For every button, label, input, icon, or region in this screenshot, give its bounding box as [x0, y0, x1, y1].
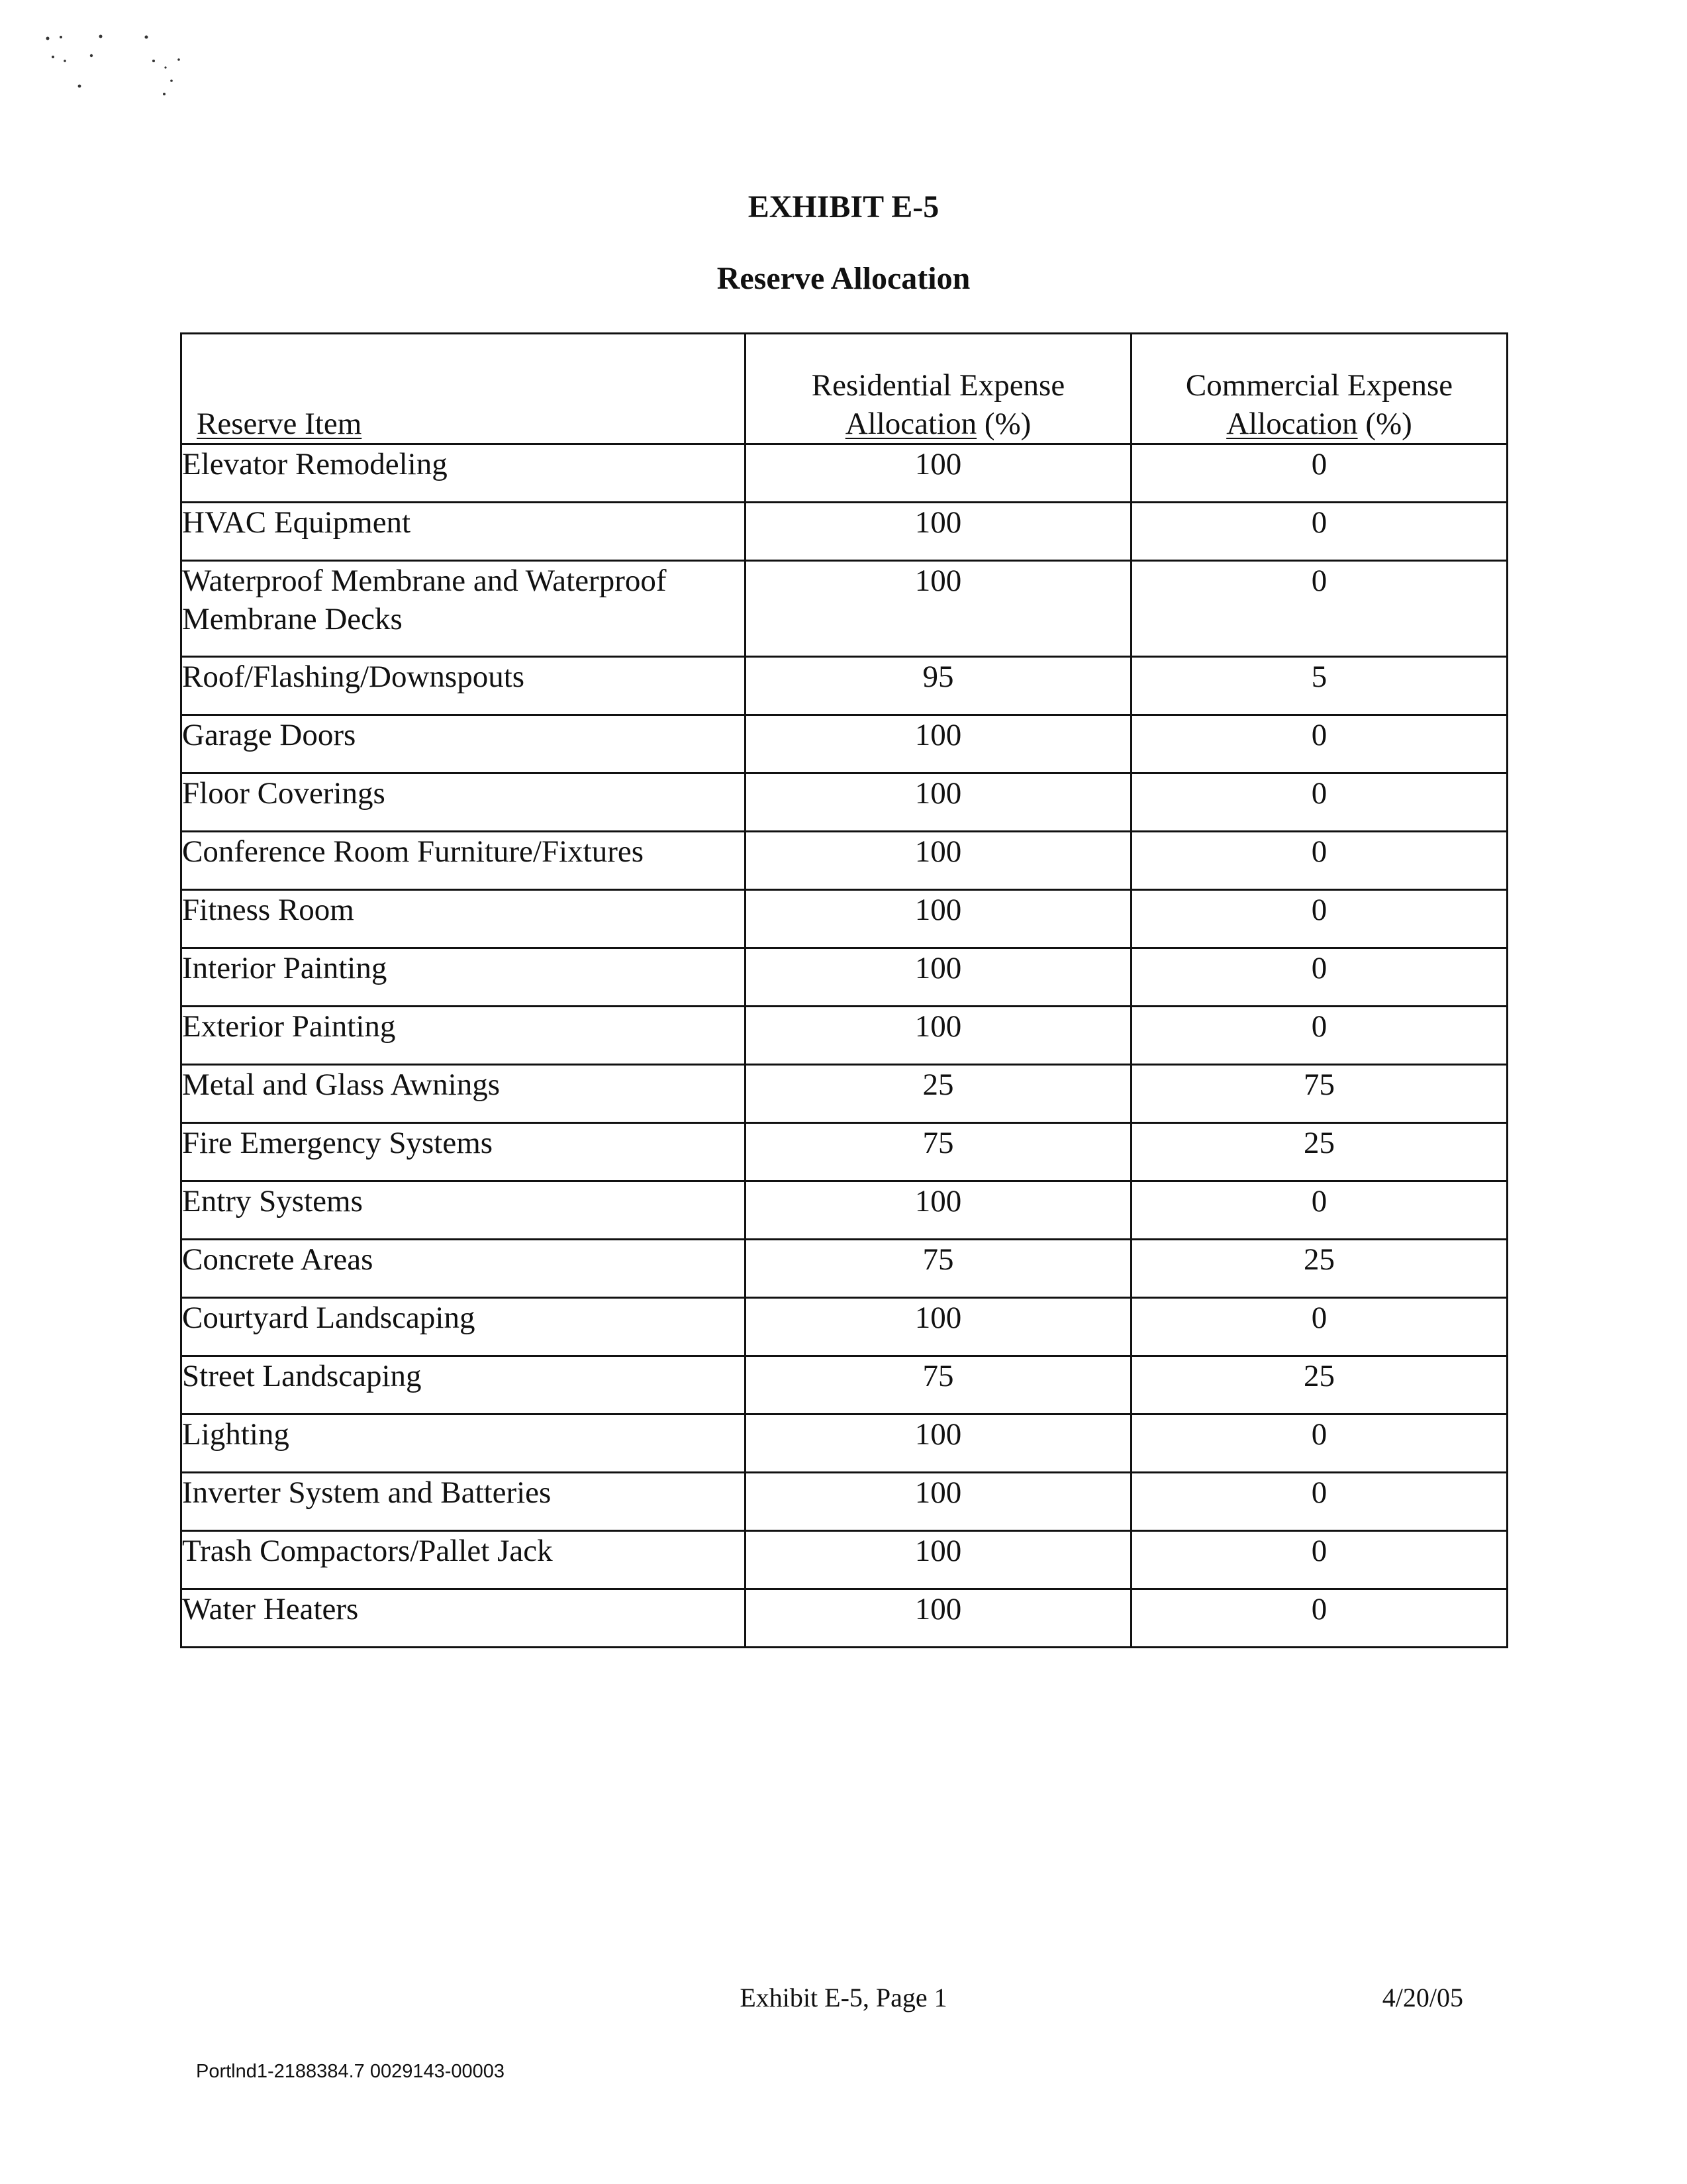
reserve-item-cell: Waterproof Membrane and Waterproof Membrane Decks — [181, 561, 746, 657]
residential-pct-cell: 100 — [746, 444, 1132, 503]
residential-pct-cell: 75 — [746, 1356, 1132, 1415]
reserve-item-cell: Lighting — [181, 1415, 746, 1473]
table-row — [181, 1356, 1508, 1415]
commercial-pct-cell: 0 — [1132, 1181, 1508, 1240]
reserve-item-cell: Floor Coverings — [181, 773, 746, 832]
reserve-item-cell: Street Landscaping — [181, 1356, 746, 1415]
commercial-pct-cell: 0 — [1132, 832, 1508, 890]
residential-pct-cell: 100 — [746, 561, 1132, 657]
reserve-item-cell: Metal and Glass Awnings — [181, 1065, 746, 1123]
reserve-item-cell: Conference Room Furniture/Fixtures — [181, 832, 746, 890]
table-row — [181, 1473, 1508, 1531]
commercial-pct-cell: 25 — [1132, 1356, 1508, 1415]
residential-pct-cell: 100 — [746, 890, 1132, 948]
header-commercial-line2: Allocation — [1226, 407, 1358, 441]
reserve-item-cell: Trash Compactors/Pallet Jack — [181, 1531, 746, 1589]
residential-pct-cell: 75 — [746, 1123, 1132, 1181]
commercial-pct-cell: 75 — [1132, 1065, 1508, 1123]
reserve-item-cell: Fitness Room — [181, 890, 746, 948]
reserve-item-cell: Inverter System and Batteries — [181, 1473, 746, 1531]
commercial-pct-cell: 0 — [1132, 715, 1508, 773]
residential-pct-cell: 100 — [746, 1473, 1132, 1531]
header-residential-line2: Allocation — [845, 407, 977, 441]
table-row — [181, 657, 1508, 715]
residential-pct-cell: 100 — [746, 503, 1132, 561]
residential-pct-cell: 100 — [746, 948, 1132, 1007]
table-row — [181, 1298, 1508, 1356]
residential-pct-cell: 100 — [746, 1531, 1132, 1589]
table-row — [181, 561, 1508, 657]
residential-pct-cell: 100 — [746, 1007, 1132, 1065]
table-row — [181, 1007, 1508, 1065]
table-row — [181, 715, 1508, 773]
reserve-item-cell: Water Heaters — [181, 1589, 746, 1648]
commercial-pct-cell: 5 — [1132, 657, 1508, 715]
header-reserve-item — [181, 334, 746, 444]
commercial-pct-cell: 25 — [1132, 1123, 1508, 1181]
header-commercial-unit: (%) — [1365, 407, 1412, 441]
table-row — [181, 1589, 1508, 1648]
header-commercial-line1: Commercial Expense — [1185, 368, 1453, 403]
header-residential — [746, 334, 1132, 444]
table-title: Reserve Allocation — [716, 261, 971, 296]
residential-pct-cell: 100 — [746, 1298, 1132, 1356]
residential-pct-cell: 100 — [746, 1181, 1132, 1240]
commercial-pct-cell: 0 — [1132, 1473, 1508, 1531]
table-row — [181, 1065, 1508, 1123]
table-header-row — [181, 334, 1508, 444]
residential-pct-cell: 75 — [746, 1240, 1132, 1298]
table-row — [181, 773, 1508, 832]
commercial-pct-cell: 0 — [1132, 1589, 1508, 1648]
reserve-item-cell: Fire Emergency Systems — [181, 1123, 746, 1181]
footer-date: 4/20/05 — [1382, 1983, 1463, 2012]
table-row — [181, 948, 1508, 1007]
residential-pct-cell: 25 — [746, 1065, 1132, 1123]
header-commercial — [1132, 334, 1508, 444]
reserve-item-cell: Courtyard Landscaping — [181, 1298, 746, 1356]
residential-pct-cell: 95 — [746, 657, 1132, 715]
table-row — [181, 1240, 1508, 1298]
reserve-item-cell: Exterior Painting — [181, 1007, 746, 1065]
scan-specks — [40, 26, 212, 113]
table-row — [181, 1531, 1508, 1589]
header-residential-unit: (%) — [984, 407, 1032, 441]
reserve-item-cell: Garage Doors — [181, 715, 746, 773]
table-row — [181, 1123, 1508, 1181]
reserve-item-cell: Concrete Areas — [181, 1240, 746, 1298]
footer-page-label: Exhibit E-5, Page 1 — [740, 1983, 947, 2012]
table-row — [181, 444, 1508, 503]
reserve-item-cell: HVAC Equipment — [181, 503, 746, 561]
table-row — [181, 890, 1508, 948]
table-row — [181, 1415, 1508, 1473]
commercial-pct-cell: 0 — [1132, 1298, 1508, 1356]
exhibit-title: EXHIBIT E-5 — [747, 189, 940, 224]
reserve-item-cell: Entry Systems — [181, 1181, 746, 1240]
commercial-pct-cell: 0 — [1132, 561, 1508, 657]
residential-pct-cell: 100 — [746, 1415, 1132, 1473]
residential-pct-cell: 100 — [746, 715, 1132, 773]
header-residential-line1: Residential Expense — [811, 368, 1065, 403]
reserve-item-cell: Elevator Remodeling — [181, 444, 746, 503]
commercial-pct-cell: 25 — [1132, 1240, 1508, 1298]
commercial-pct-cell: 0 — [1132, 890, 1508, 948]
commercial-pct-cell: 0 — [1132, 1007, 1508, 1065]
commercial-pct-cell: 0 — [1132, 773, 1508, 832]
commercial-pct-cell: 0 — [1132, 948, 1508, 1007]
commercial-pct-cell: 0 — [1132, 1531, 1508, 1589]
residential-pct-cell: 100 — [746, 1589, 1132, 1648]
table-row — [181, 503, 1508, 561]
reserve-item-cell: Interior Painting — [181, 948, 746, 1007]
reserve-item-cell: Roof/Flashing/Downspouts — [181, 657, 746, 715]
residential-pct-cell: 100 — [746, 832, 1132, 890]
table-row — [181, 1181, 1508, 1240]
residential-pct-cell: 100 — [746, 773, 1132, 832]
commercial-pct-cell: 0 — [1132, 444, 1508, 503]
commercial-pct-cell: 0 — [1132, 1415, 1508, 1473]
commercial-pct-cell: 0 — [1132, 503, 1508, 561]
document-id: Portlnd1-2188384.7 0029143-00003 — [196, 2061, 505, 2082]
reserve-allocation-table — [180, 332, 1508, 1648]
header-reserve-item-label: Reserve Item — [197, 407, 362, 441]
table-row — [181, 832, 1508, 890]
